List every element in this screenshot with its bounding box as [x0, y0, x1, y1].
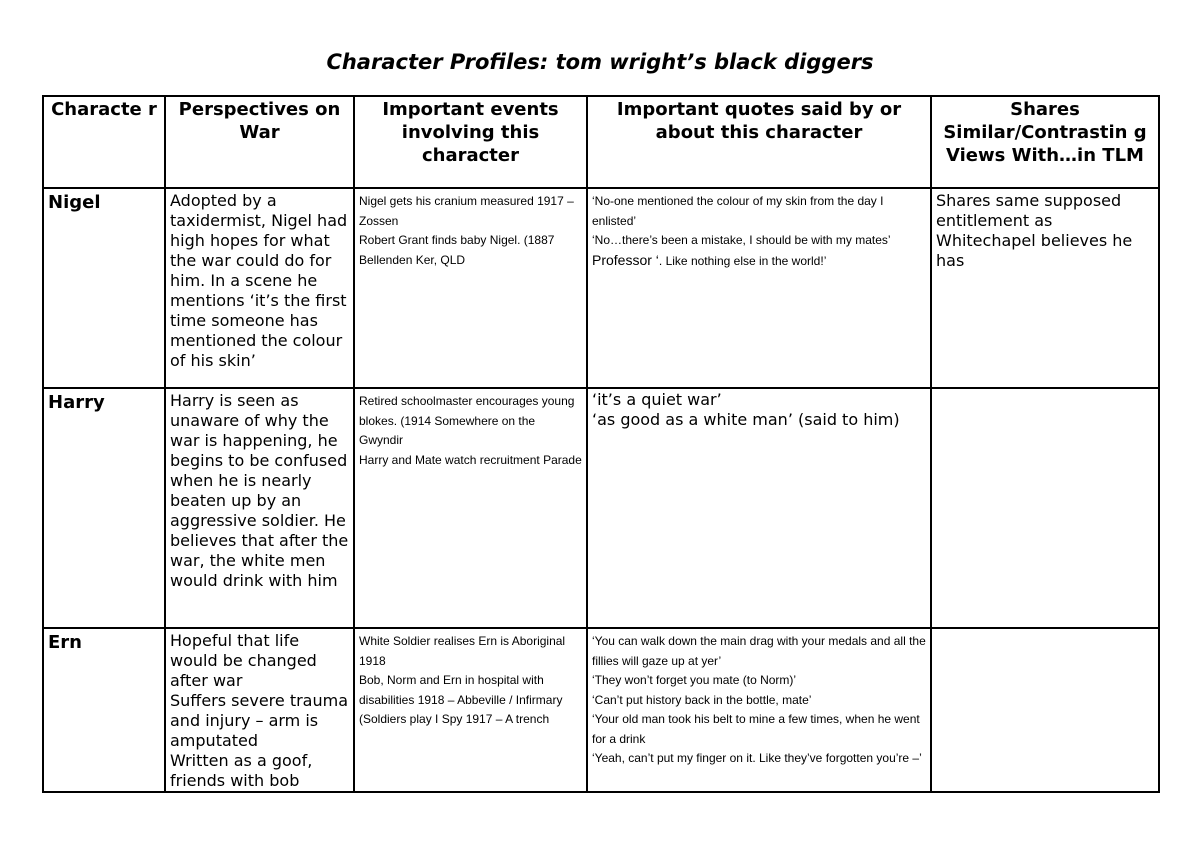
- quote-item: ‘Yeah, can’t put my finger on it. Like they’ve forgotten you’re –’: [592, 751, 922, 765]
- header-events: Important events involving this character: [354, 96, 587, 188]
- quote-item: ‘Your old man took his belt to mine a few times, when he went for a drink: [592, 712, 920, 746]
- quotes-cell: [587, 188, 931, 388]
- quote-suffix: . Like nothing else in the world!’: [658, 253, 827, 268]
- event-item: Robert Grant finds baby Nigel. (1887 Bellenden Ker, QLD: [359, 233, 555, 267]
- quotes-cell: [587, 388, 931, 628]
- header-character: Characte r: [43, 96, 165, 188]
- character-name: Ern: [43, 628, 165, 792]
- perspective-line: Hopeful that life would be changed after war: [170, 631, 317, 690]
- event-item: Bob, Norm and Ern in hospital with disabilities 1918 – Abbeville / Infirmary: [359, 673, 563, 707]
- perspective-cell: [165, 628, 354, 792]
- character-name: Harry: [43, 388, 165, 628]
- table-row: [43, 188, 1159, 388]
- header-shares: Shares Similar/Contrastin g Views With…in TLM: [931, 96, 1159, 188]
- quote-item: [592, 251, 926, 272]
- table-row: [43, 628, 1159, 792]
- events-cell: [354, 188, 587, 388]
- table-row: [43, 388, 1159, 628]
- header-perspectives: Perspectives on War: [165, 96, 354, 188]
- quote-item: ‘Can’t put history back in the bottle, mate’: [592, 692, 812, 707]
- quote-prefix: Professor ‘: [592, 251, 659, 268]
- character-name: Nigel: [43, 188, 165, 388]
- perspective-line: Written as a goof, friends with bob: [170, 751, 313, 790]
- document-title: Character Profiles: tom wright’s black diggers: [326, 50, 874, 74]
- event-item: Retired schoolmaster encourages young blokes. (1914 Somewhere on the Gwyndir: [359, 394, 575, 447]
- events-cell: [354, 628, 587, 792]
- event-item: White Soldier realises Ern is Aboriginal 1918: [359, 634, 566, 668]
- perspective-cell: Adopted by a taxidermist, Nigel had high hopes for what the war could do for him. In a scene he mentions ‘it’s the first time someone has mentioned the colour of his skin’: [165, 188, 354, 388]
- event-item: (Soldiers play I Spy 1917 – A trench: [359, 712, 550, 726]
- quote-item: ‘it’s a quiet war’: [592, 390, 722, 409]
- perspective-line: Suffers severe trauma and injury – arm is amputated: [170, 691, 348, 750]
- shares-cell: Shares same supposed entitlement as Whitechapel believes he has: [931, 188, 1159, 388]
- shares-cell: [931, 388, 1159, 628]
- shares-cell: [931, 628, 1159, 792]
- events-cell: [354, 388, 587, 628]
- quote-item: ‘No-one mentioned the colour of my skin from the day I enlisted’: [592, 194, 884, 228]
- quotes-cell: [587, 628, 931, 792]
- table-header-row: [43, 96, 1159, 188]
- quote-item: ‘You can walk down the main drag with your medals and all the fillies will gaze up at yer’: [592, 634, 926, 668]
- header-quotes: Important quotes said by or about this character: [587, 96, 931, 188]
- quote-item: ‘They won’t forget you mate (to Norm)’: [592, 673, 797, 687]
- quote-item: ‘as good as a white man’ (said to him): [592, 410, 900, 429]
- event-item: Harry and Mate watch recruitment Parade: [359, 452, 582, 467]
- character-profiles-table: [42, 95, 1160, 793]
- event-item: Nigel gets his cranium measured 1917 – Zossen: [359, 194, 574, 228]
- quote-item: ‘No…there’s been a mistake, I should be with my mates’: [592, 233, 891, 247]
- perspective-cell: Harry is seen as unaware of why the war is happening, he begins to be confused when he is nearly beaten up by an aggressive soldier. He believes that after the war, the white men would drink with him: [165, 388, 354, 628]
